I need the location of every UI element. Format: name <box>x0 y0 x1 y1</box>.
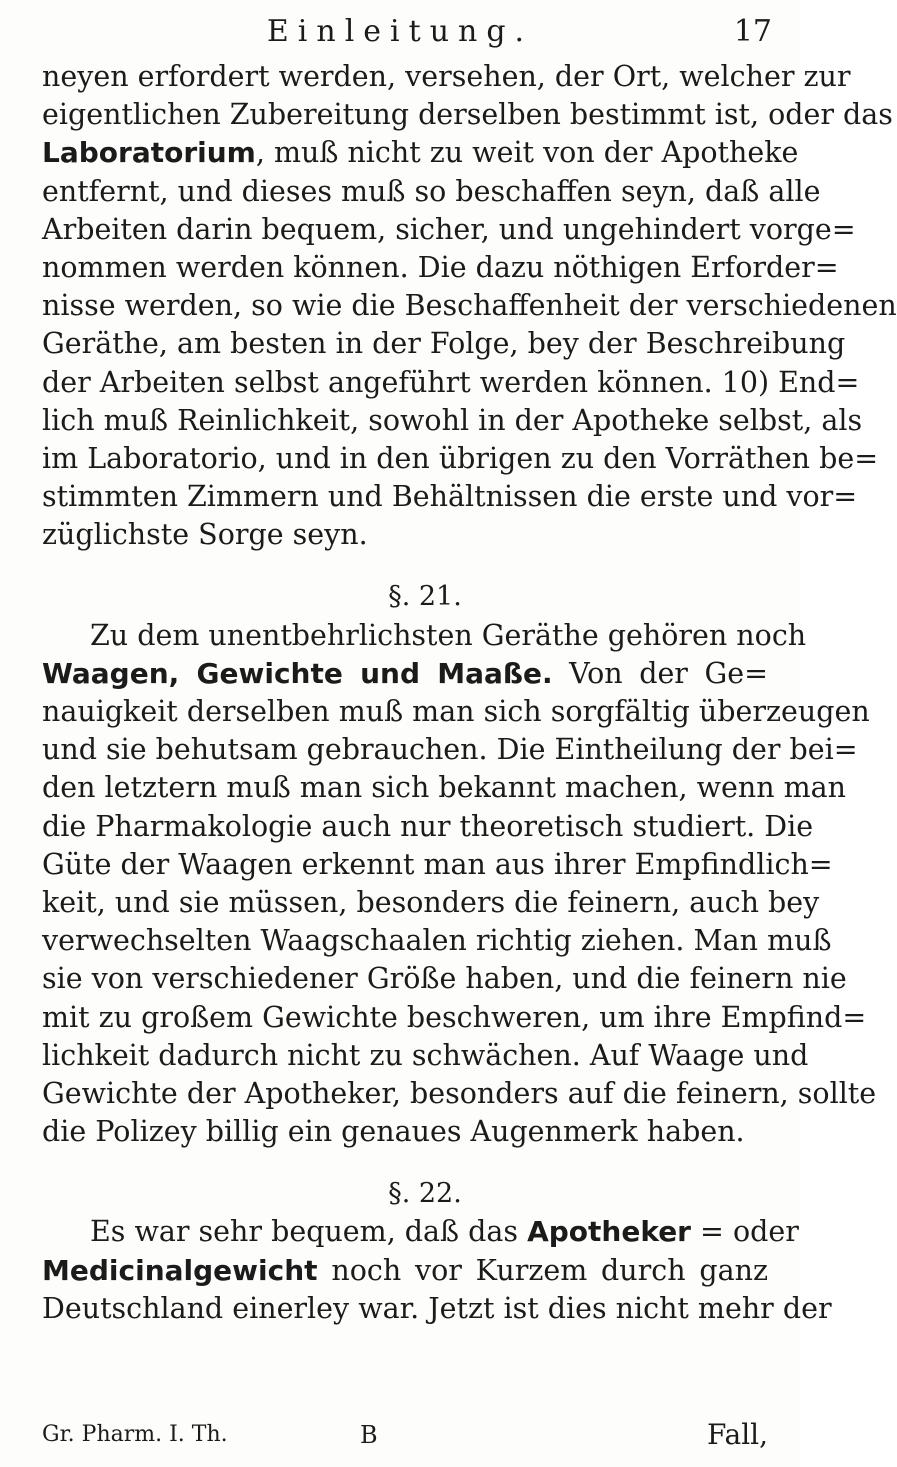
body-text <box>42 58 897 1328</box>
text-line: keit, und sie müssen, besonders die feinern, auch bey <box>42 885 820 919</box>
emphasis-medicinalgewicht: Medicinalgewicht <box>42 1253 318 1287</box>
page-footer <box>42 1417 768 1453</box>
emphasis-waagen-gewichte-maasse: Waagen, Gewichte und Maaße. <box>42 656 553 690</box>
text-line: sie von verschiedener Größe haben, und die feinern nie <box>42 962 847 996</box>
text-line: lich muß Reinlichkeit, sowohl in der Apotheke selbst, als <box>42 403 863 437</box>
spacer <box>42 1151 768 1175</box>
text-line: Deutschland einerley war. Jetzt ist dies nicht mehr der <box>42 1291 832 1325</box>
text-line: die Polizey billig ein genaues Augenmerk haben. <box>42 1115 745 1149</box>
text-line: mit zu großem Gewichte beschweren, um ihre Empfind= <box>42 1000 867 1034</box>
text-line: den letztern muß man sich bekannt machen, wenn man <box>42 771 847 805</box>
text-line: der Arbeiten selbst angeführt werden können. 10) End= <box>42 365 860 399</box>
text-line: stimmten Zimmern und Behältnissen die erste und vor= <box>42 480 858 514</box>
text-line: und sie behutsam gebrauchen. Die Eintheilung der bei= <box>42 733 858 767</box>
page-number: 17 <box>733 14 772 49</box>
text-line: Medicinalgewicht noch vor Kurzem durch ganz <box>42 1253 768 1287</box>
text-line: nisse werden, so wie die Beschaffenheit der verschiedenen <box>42 289 897 323</box>
text-line: Zu dem unentbehrlichsten Geräthe gehören noch <box>90 618 807 652</box>
text-line: Güte der Waagen erkennt man aus ihrer Empfindlich= <box>42 847 833 881</box>
text-line: im Laboratorio, und in den übrigen zu den Vorräthen be= <box>42 441 879 475</box>
footer-signature: Gr. Pharm. I. Th. <box>42 1422 228 1447</box>
section-mark-22: §. 22. <box>388 1178 462 1210</box>
emphasis-laboratorium: Laboratorium <box>42 136 256 170</box>
text-line: Laboratorium, muß nicht zu weit von der Apotheke <box>42 136 799 170</box>
text-line: Geräthe, am besten in der Folge, bey der Beschreibung <box>42 327 846 361</box>
text-line: entfernt, und dieses muß so beschaffen seyn, daß alle <box>42 174 821 208</box>
running-title: Einleitung. <box>266 14 534 49</box>
text-line: züglichste Sorge seyn. <box>42 518 368 552</box>
sheet-signature-letter: B <box>360 1421 378 1449</box>
running-head <box>0 12 800 52</box>
text-line: Gewichte der Apotheker, besonders auf die feinern, sollte <box>42 1076 877 1110</box>
text-line: Arbeiten darin bequem, sicher, und ungehindert vorge= <box>42 212 856 246</box>
text-line: nauigkeit derselben muß man sich sorgfältig überzeugen <box>42 695 870 728</box>
emphasis-apotheker: Apotheker <box>527 1215 691 1249</box>
text-line: eigentlichen Zubereitung derselben bestimmt ist, oder das <box>42 98 893 132</box>
catchword: Fall, <box>706 1418 768 1451</box>
text-line: neyen erfordert werden, versehen, der Ort, welcher zur <box>42 60 851 93</box>
text-line: Waagen, Gewichte und Maaße. Von der Ge= <box>42 656 768 690</box>
text-line: verwechselten Waagschaalen richtig ziehen. Man muß <box>42 924 832 958</box>
text-line: lichkeit dadurch nicht zu schwächen. Auf Waage und <box>42 1038 809 1072</box>
text-line: nommen werden können. Die dazu nöthigen Erforder= <box>42 250 839 284</box>
text-line: die Pharmakologie auch nur theoretisch studiert. Die <box>42 809 814 843</box>
section-mark-21: §. 21. <box>388 581 462 613</box>
spacer <box>42 554 768 578</box>
text-line: Es war sehr bequem, daß das Apotheker = oder <box>90 1215 799 1249</box>
